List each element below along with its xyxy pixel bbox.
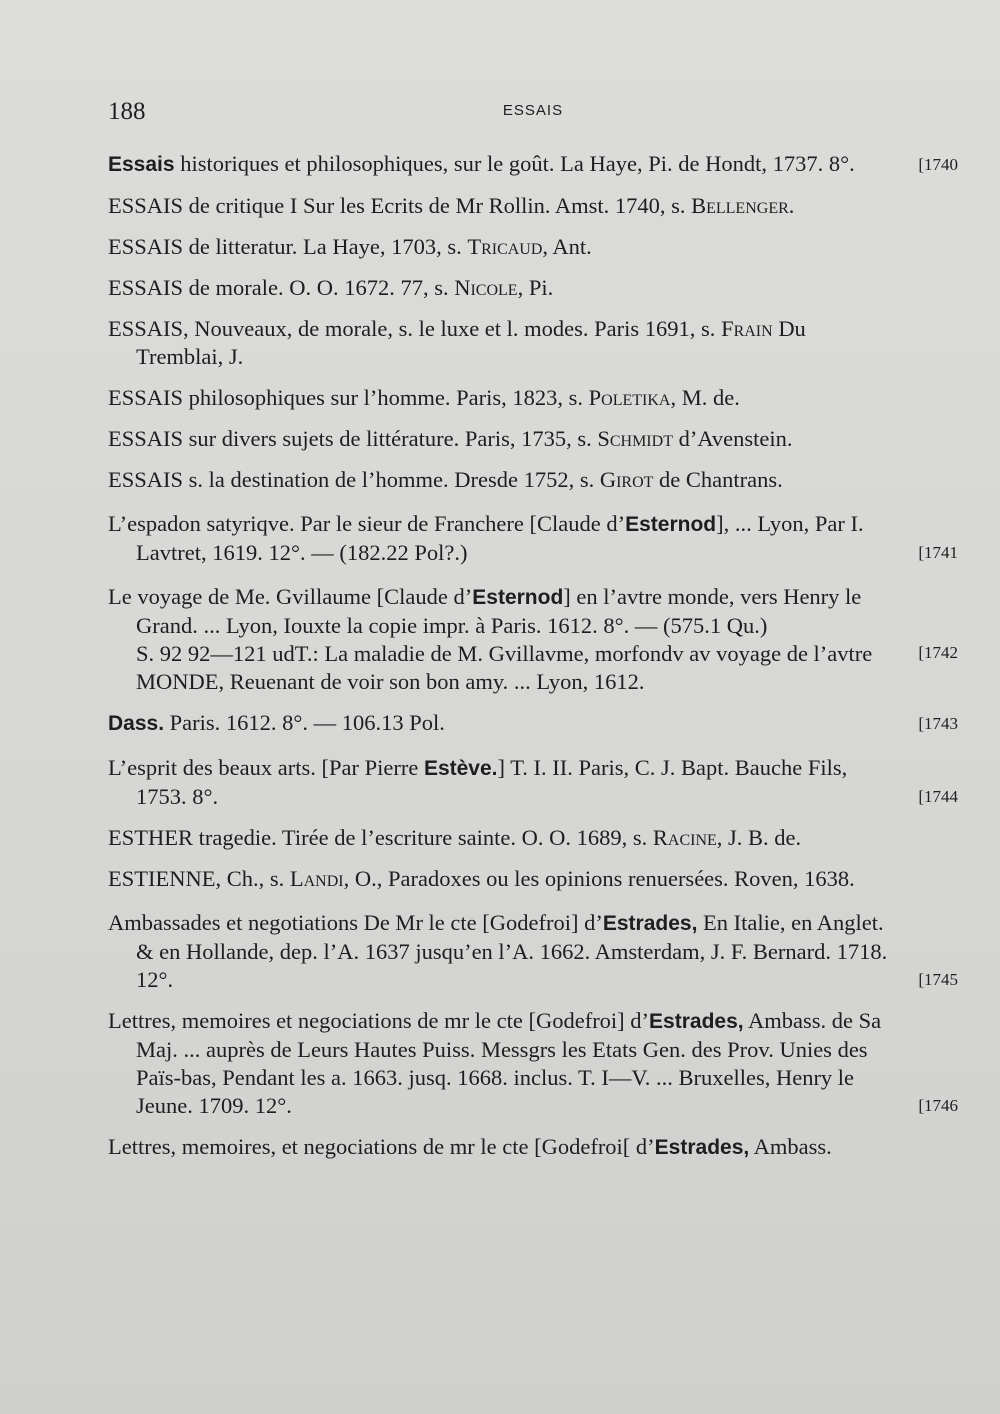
entry-author: Bellenger. [691, 193, 795, 218]
entry-text: ESSAIS philosophiques sur l’homme. Paris, 1823, s. [108, 385, 589, 410]
bibliography-entries [108, 150, 958, 1175]
page-header [108, 98, 958, 134]
entry-text: ESSAIS, Nouveaux, de morale, s. le luxe et l. modes. Paris 1691, s. [108, 316, 722, 341]
entry-text: Paris. 1612. 8°. — 106.13 Pol. [164, 710, 445, 735]
entry-text-tail: d’Avenstein. [672, 426, 793, 451]
bibliography-entry [108, 754, 958, 811]
entry-text-tail: Ambass. de Sa Maj. ... auprès de Leurs Hautes Puiss. Messgrs les Etats Gen. des Prov. Unies des Païs-bas, Pendant les a. 1663. jusq. 1668. inclus. T. I—V. ... Bruxelles, Henry le Jeune. 1709. 12°. [136, 1008, 882, 1118]
entry-text-tail: ] en l’avtre monde, vers Henry le Grand. ... Lyon, Iouxte la copie impr. à Paris. 1612. 8°. — (575.1 Qu.) [136, 584, 862, 638]
bibliography-entry [108, 192, 958, 220]
entry-text: ESTHER tragedie. Tirée de l’escriture sainte. O. O. 1689, s. [108, 825, 653, 850]
entry-bold-name: Estrades, [654, 1136, 750, 1159]
entry-bold-name: Esternod [625, 513, 717, 536]
bibliography-entry [108, 909, 958, 994]
entry-author: Girot [599, 467, 654, 492]
entry-text-tail: ], ... Lyon, Par I. Lavtret, 1619. 12°. — (182.22 Pol?.) [136, 511, 864, 565]
bibliography-entry [108, 865, 958, 893]
running-head: ESSAIS [502, 102, 564, 119]
bibliography-entry [108, 274, 958, 302]
entry-text: ESSAIS de critique I Sur les Ecrits de Mr Rollin. Amst. 1740, s. [108, 193, 692, 218]
entry-subnote: S. 92 92—121 udT.: La maladie de M. Gvillavme, morfondv av voyage de l’avtre MONDE, Reuenant de voir son bon amy. ... Lyon, 1612. [136, 641, 873, 694]
entry-bold-name: Estève. [423, 757, 498, 780]
entry-text: ESSAIS s. la destination de l’homme. Dresde 1752, s. [108, 467, 600, 492]
bibliography-entry [108, 233, 958, 261]
entry-text: Le voyage de Me. Gvillaume [Claude d’ [108, 584, 473, 609]
entry-text: ESTIENNE, Ch., s. [108, 866, 290, 891]
entry-text-tail: , Pi. [517, 275, 554, 300]
entry-number: [1741 [918, 543, 958, 562]
entry-author: Nicole [454, 275, 518, 300]
entry-text-tail: , O., Paradoxes ou les opinions renuersées. Roven, 1638. [343, 866, 855, 891]
entry-text: Lettres, memoires, et negociations de mr le cte [Godefroi[ d’ [108, 1134, 655, 1159]
entry-text: Ambassades et negotiations De Mr le cte [Godefroi] d’ [108, 910, 603, 935]
entry-number: [1743 [918, 714, 958, 733]
bibliography-entry [108, 1007, 958, 1120]
entry-author: Frain [721, 316, 773, 341]
entry-text-tail: En Italie, en Anglet. & en Hollande, dep. l’A. 1637 jusqu’en l’A. 1662. Amsterdam, J. F. Bernard. 1718. 12°. [136, 910, 888, 992]
entry-author: Landi [289, 866, 344, 891]
entry-number: [1744 [918, 787, 958, 806]
entry-text: L’esprit des beaux arts. [Par Pierre [108, 755, 424, 780]
entry-text-tail: , M. de. [670, 385, 740, 410]
entry-text: historiques et philosophiques, sur le goût. La Haye, Pi. de Hondt, 1737. 8°. [174, 151, 855, 176]
entry-text: ESSAIS de morale. O. O. 1672. 77, s. [108, 275, 455, 300]
entry-bold-name: Esternod [472, 586, 564, 609]
entry-number: [1742 [918, 643, 958, 662]
entry-bold-name: Estrades, [602, 912, 698, 935]
entry-text: ESSAIS sur divers sujets de littérature. Paris, 1735, s. [108, 426, 598, 451]
entry-bold-name: Estrades, [649, 1010, 744, 1033]
entry-text-tail: , Ant. [542, 234, 592, 259]
bibliography-entry [108, 425, 958, 453]
entry-author: Racine [652, 825, 717, 850]
entry-text-tail: de Chantrans. [653, 467, 783, 492]
bibliography-entry [108, 824, 958, 852]
entry-number: [1745 [918, 970, 958, 989]
page-number: 188 [108, 98, 146, 125]
entry-text: Lettres, memoires et negociations de mr le cte [Godefroi] d’ [108, 1008, 650, 1033]
entry-text: L’espadon satyriqve. Par le sieur de Franchere [Claude d’ [108, 511, 626, 536]
bibliography-entry [108, 384, 958, 412]
entry-author: Tricaud [467, 234, 543, 259]
entry-text-tail: Du Tremblai, J. [136, 316, 806, 369]
bibliography-entry [108, 150, 958, 179]
bibliography-entry [108, 709, 958, 738]
entry-author: Poletika [588, 385, 671, 410]
bibliography-entry [108, 583, 958, 696]
entry-text-tail: , J. B. de. [716, 825, 802, 850]
entry-text: ESSAIS de litteratur. La Haye, 1703, s. [108, 234, 468, 259]
entry-bold-lead: Dass. [108, 712, 165, 735]
entry-author: Schmidt [597, 426, 673, 451]
entry-number: [1746 [918, 1096, 958, 1115]
entry-text-tail: Ambass. [749, 1134, 832, 1159]
entry-number: [1740 [918, 155, 958, 174]
bibliography-entry [108, 1133, 958, 1162]
bibliography-entry [108, 466, 958, 494]
bibliography-entry [108, 510, 958, 567]
entry-bold-lead: Essais [108, 153, 175, 176]
entry-text-tail: ] T. I. II. Paris, C. J. Bapt. Bauche Fils, 1753. 8°. [136, 755, 848, 809]
bibliography-entry [108, 315, 958, 371]
